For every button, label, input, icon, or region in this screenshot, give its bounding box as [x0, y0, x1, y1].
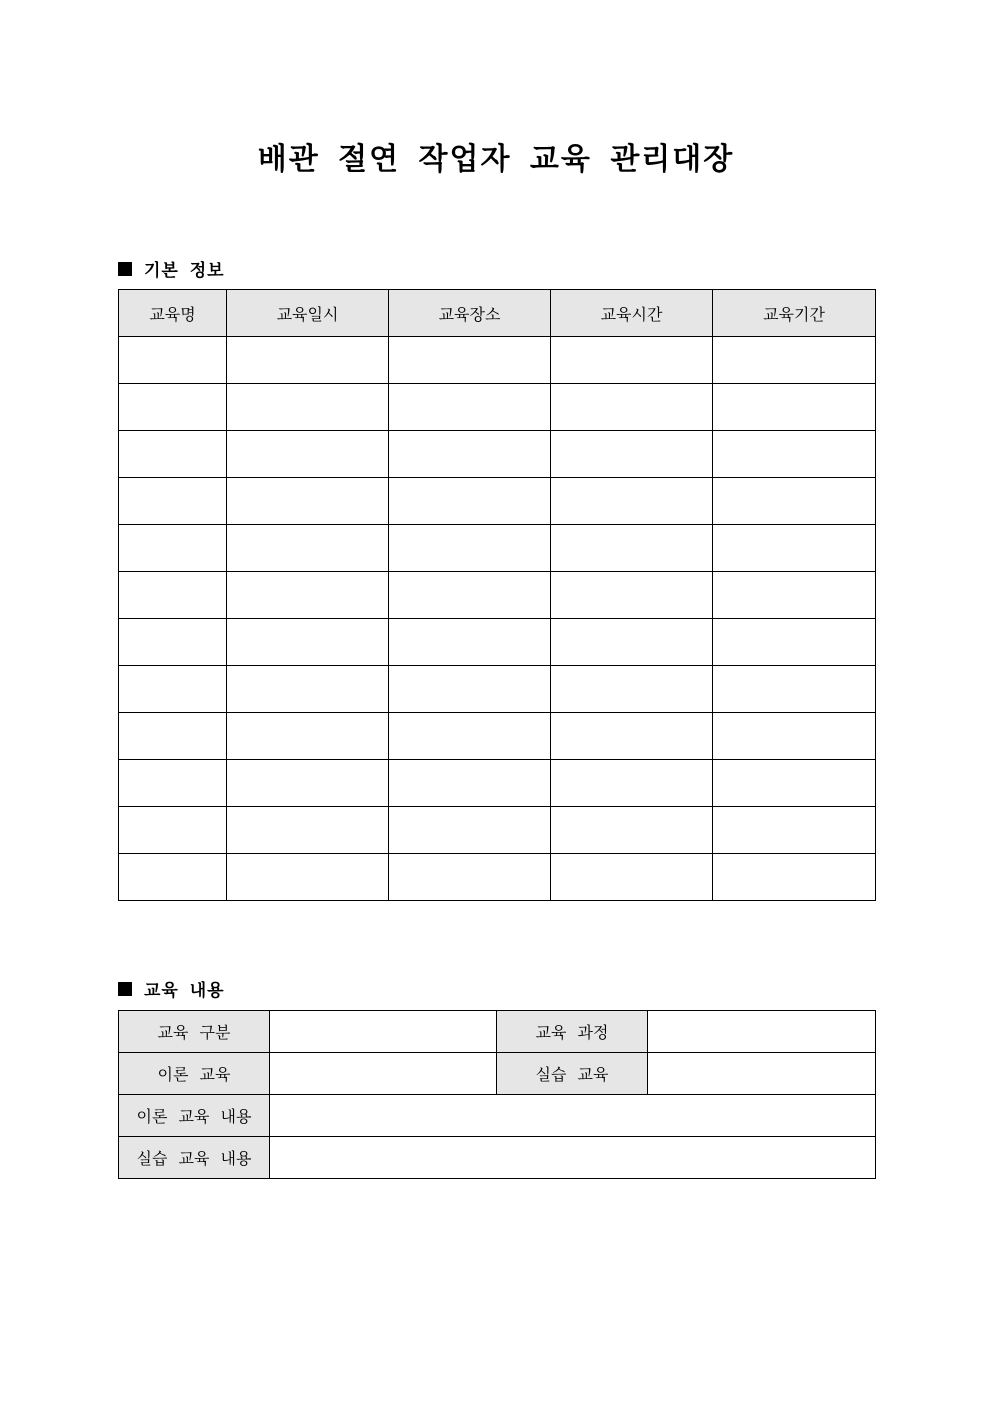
cell-location[interactable] [389, 760, 551, 807]
basic-info-row [119, 478, 876, 525]
cell-course-name[interactable] [119, 384, 227, 431]
label-practical-training: 실습 교육 [497, 1053, 648, 1095]
cell-hours[interactable] [551, 478, 713, 525]
cell-hours[interactable] [551, 572, 713, 619]
value-theory-training-details[interactable] [270, 1095, 876, 1137]
basic-info-row [119, 337, 876, 384]
basic-info-row [119, 666, 876, 713]
cell-course-name[interactable] [119, 478, 227, 525]
basic-info-row [119, 384, 876, 431]
value-practical-training-details[interactable] [270, 1137, 876, 1179]
cell-period[interactable] [713, 619, 876, 666]
square-bullet-icon [118, 982, 132, 996]
cell-course-name[interactable] [119, 572, 227, 619]
training-content-table [118, 1010, 876, 1179]
cell-hours[interactable] [551, 619, 713, 666]
basic-info-table [118, 289, 876, 901]
cell-period[interactable] [713, 431, 876, 478]
cell-location[interactable] [389, 337, 551, 384]
cell-location[interactable] [389, 384, 551, 431]
cell-course-name[interactable] [119, 525, 227, 572]
column-header-course-name: 교육명 [119, 290, 227, 337]
cell-date-time[interactable] [227, 384, 389, 431]
column-header-hours: 교육시간 [551, 290, 713, 337]
cell-date-time[interactable] [227, 619, 389, 666]
label-theory-training-details: 이론 교육 내용 [119, 1095, 270, 1137]
cell-hours[interactable] [551, 431, 713, 478]
document-title: 배관 절연 작업자 교육 관리대장 [257, 142, 735, 177]
cell-period[interactable] [713, 337, 876, 384]
square-bullet-icon [118, 262, 132, 276]
cell-hours[interactable] [551, 760, 713, 807]
cell-course-name[interactable] [119, 854, 227, 901]
cell-hours[interactable] [551, 384, 713, 431]
basic-info-header-row [119, 290, 876, 337]
value-training-course[interactable] [648, 1011, 876, 1053]
basic-info-row [119, 619, 876, 666]
cell-location[interactable] [389, 478, 551, 525]
cell-location[interactable] [389, 713, 551, 760]
cell-period[interactable] [713, 666, 876, 713]
value-practical-training[interactable] [648, 1053, 876, 1095]
column-header-period: 교육기간 [713, 290, 876, 337]
basic-info-row [119, 760, 876, 807]
label-training-category: 교육 구분 [119, 1011, 270, 1053]
cell-date-time[interactable] [227, 431, 389, 478]
cell-date-time[interactable] [227, 478, 389, 525]
cell-period[interactable] [713, 854, 876, 901]
cell-date-time[interactable] [227, 713, 389, 760]
cell-date-time[interactable] [227, 760, 389, 807]
cell-course-name[interactable] [119, 760, 227, 807]
basic-info-heading [118, 256, 225, 281]
cell-period[interactable] [713, 384, 876, 431]
basic-info-row [119, 572, 876, 619]
content-row-theory-details [119, 1095, 876, 1137]
basic-info-row [119, 854, 876, 901]
value-theory-training[interactable] [270, 1053, 497, 1095]
column-header-location: 교육장소 [389, 290, 551, 337]
cell-course-name[interactable] [119, 713, 227, 760]
content-row-category [119, 1011, 876, 1053]
basic-info-row [119, 713, 876, 760]
cell-course-name[interactable] [119, 666, 227, 713]
cell-location[interactable] [389, 525, 551, 572]
basic-info-heading-label: 기본 정보 [144, 261, 225, 281]
content-row-theory-practice [119, 1053, 876, 1095]
cell-hours[interactable] [551, 713, 713, 760]
basic-info-row [119, 525, 876, 572]
cell-location[interactable] [389, 619, 551, 666]
cell-location[interactable] [389, 807, 551, 854]
cell-course-name[interactable] [119, 807, 227, 854]
column-header-date-time: 교육일시 [227, 290, 389, 337]
cell-location[interactable] [389, 572, 551, 619]
cell-course-name[interactable] [119, 619, 227, 666]
value-training-category[interactable] [270, 1011, 497, 1053]
cell-period[interactable] [713, 807, 876, 854]
label-training-course: 교육 과정 [497, 1011, 648, 1053]
cell-course-name[interactable] [119, 337, 227, 384]
content-row-practice-details [119, 1137, 876, 1179]
cell-period[interactable] [713, 525, 876, 572]
cell-course-name[interactable] [119, 431, 227, 478]
cell-date-time[interactable] [227, 525, 389, 572]
label-practical-training-details: 실습 교육 내용 [119, 1137, 270, 1179]
cell-date-time[interactable] [227, 337, 389, 384]
cell-location[interactable] [389, 431, 551, 478]
cell-hours[interactable] [551, 525, 713, 572]
cell-period[interactable] [713, 572, 876, 619]
cell-location[interactable] [389, 854, 551, 901]
cell-period[interactable] [713, 713, 876, 760]
training-content-heading-label: 교육 내용 [144, 981, 225, 1001]
cell-period[interactable] [713, 760, 876, 807]
cell-location[interactable] [389, 666, 551, 713]
label-theory-training: 이론 교육 [119, 1053, 270, 1095]
cell-date-time[interactable] [227, 572, 389, 619]
cell-hours[interactable] [551, 666, 713, 713]
cell-period[interactable] [713, 478, 876, 525]
basic-info-row [119, 807, 876, 854]
cell-date-time[interactable] [227, 666, 389, 713]
cell-hours[interactable] [551, 807, 713, 854]
cell-date-time[interactable] [227, 807, 389, 854]
cell-hours[interactable] [551, 854, 713, 901]
cell-hours[interactable] [551, 337, 713, 384]
training-content-heading [118, 976, 225, 1001]
basic-info-row [119, 431, 876, 478]
cell-date-time[interactable] [227, 854, 389, 901]
